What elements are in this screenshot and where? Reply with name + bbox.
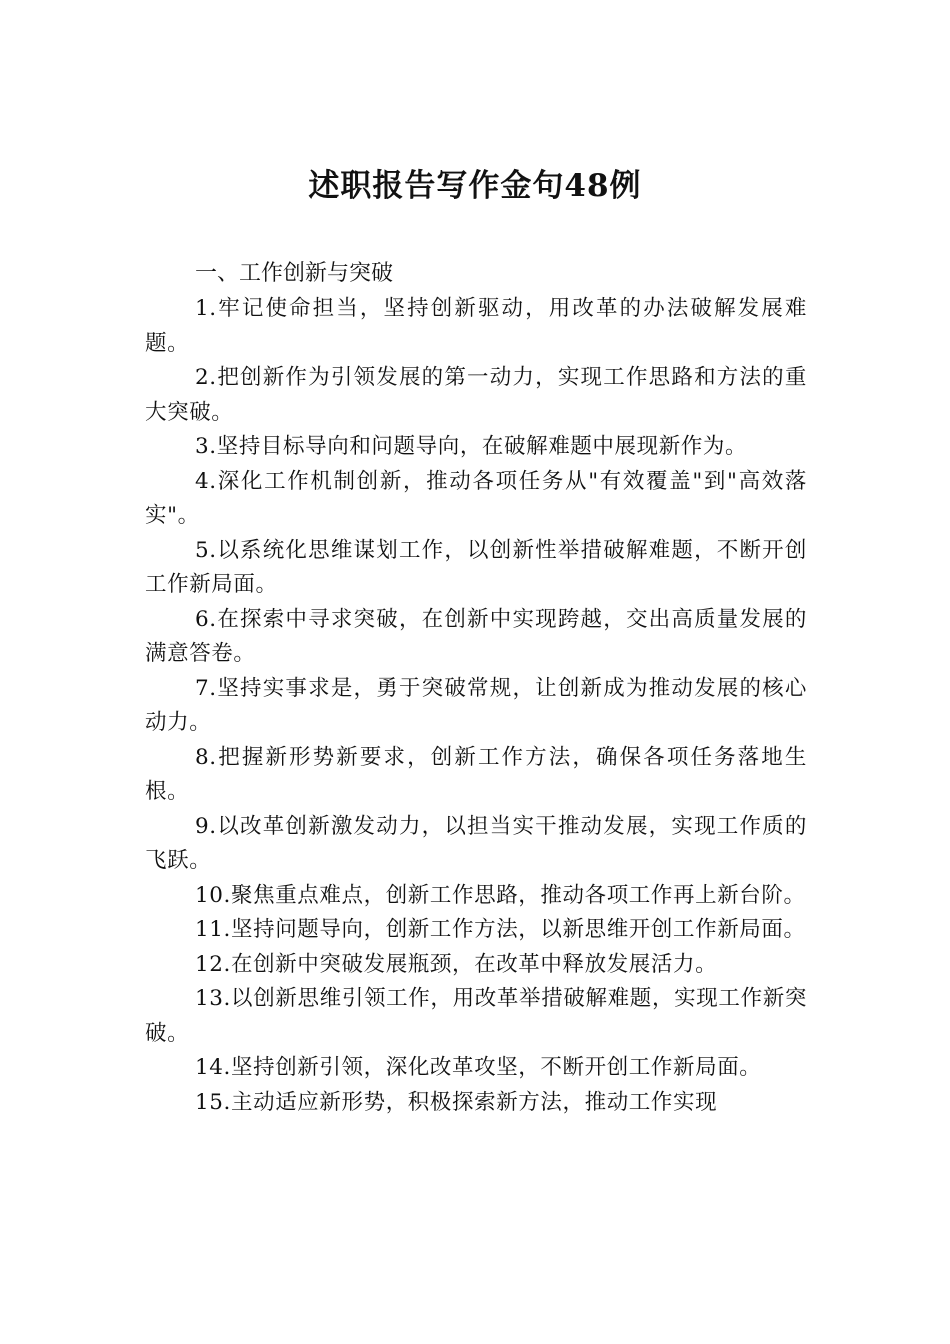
document-body: [145, 255, 807, 1120]
list-item: 14.坚持创新引领，深化改革攻坚，不断开创工作新局面。: [195, 1055, 762, 1080]
list-item: 5.以系统化思维谋划工作，以创新性举措破解难题，不断开创工作新局面。: [145, 537, 807, 597]
document-title: 述职报告写作金句48例: [308, 168, 642, 204]
list-item: 1.牢记使命担当，坚持创新驱动，用改革的办法破解发展难题。: [145, 296, 807, 356]
list-item: 7.坚持实事求是，勇于突破常规，让创新成为推动发展的核心动力。: [145, 675, 807, 735]
list-item: 2.把创新作为引领发展的第一动力，实现工作思路和方法的重大突破。: [145, 365, 807, 425]
list-item: 13.以创新思维引领工作，用改革举措破解难题，实现工作新突破。: [145, 986, 807, 1046]
section-heading: 一、工作创新与突破: [195, 261, 394, 286]
list-item: 4.深化工作机制创新，推动各项任务从"有效覆盖"到"高效落实"。: [145, 468, 807, 528]
list-item: 10.聚焦重点难点，创新工作思路，推动各项工作再上新台阶。: [195, 882, 806, 908]
list-item: 15.主动适应新形势，积极探索新方法，推动工作实现: [195, 1089, 718, 1115]
list-item: 12.在创新中突破发展瓶颈，在改革中释放发展活力。: [195, 951, 718, 977]
list-item: 11.坚持问题导向，创新工作方法，以新思维开创工作新局面。: [195, 917, 806, 942]
list-item: 8.把握新形势新要求，创新工作方法，确保各项任务落地生根。: [145, 744, 807, 804]
list-item: 6.在探索中寻求突破，在创新中实现跨越，交出高质量发展的满意答卷。: [145, 606, 807, 666]
list-item: 3.坚持目标导向和问题导向，在破解难题中展现新作为。: [195, 434, 748, 459]
list-item: 9.以改革创新激发动力，以担当实干推动发展，实现工作质的飞跃。: [145, 813, 807, 873]
